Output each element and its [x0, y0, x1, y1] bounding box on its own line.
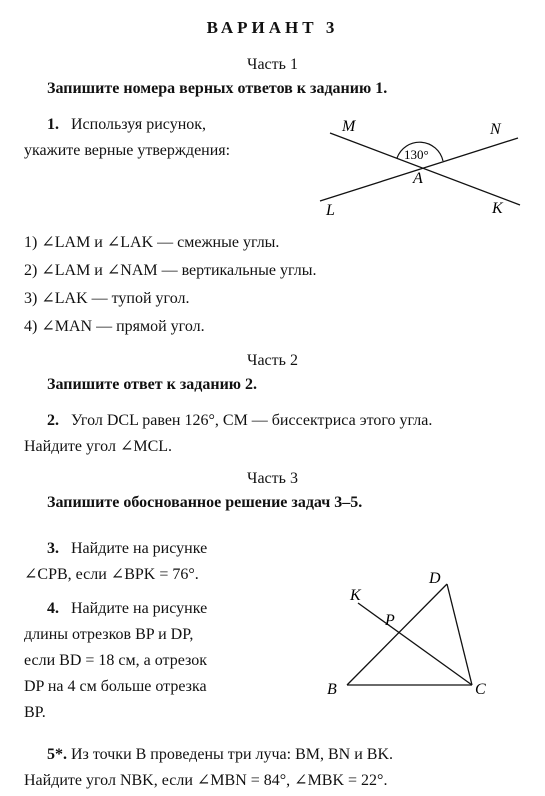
option-text: ∠LAM и ∠LAK — смежные углы.: [41, 234, 280, 251]
option-text: ∠LAK — тупой угол.: [41, 290, 190, 307]
task2-number: 2.: [47, 412, 59, 429]
task2-line2: Найдите угол ∠MCL.: [24, 438, 173, 455]
part2-heading: Часть 2: [247, 352, 298, 369]
task4-line5: BP.: [24, 704, 46, 721]
label-K: K: [492, 200, 503, 217]
label-D: D: [429, 570, 441, 587]
task5-text-1: Из точки B проведены три луча: BM, BN и BK.: [71, 746, 394, 763]
option-number: 1): [24, 234, 38, 251]
part3-heading: Часть 3: [247, 470, 298, 487]
task3-number: 3.: [47, 540, 59, 557]
task3-line2: ∠CPB, если ∠BPK = 76°.: [24, 566, 199, 583]
option-number: 4): [24, 318, 38, 335]
option-text: ∠LAM и ∠NAM — вертикальные углы.: [41, 262, 317, 279]
task5-number: 5*.: [47, 746, 67, 763]
label-M: M: [342, 118, 356, 135]
task4-line4: DP на 4 см больше отрезка: [24, 678, 207, 695]
label-A: A: [413, 170, 423, 187]
variant-title: ВАРИАНТ 3: [206, 18, 339, 37]
label-K: K: [350, 587, 361, 604]
part3-instruction: Запишите обоснованное решение задач 3–5.: [47, 494, 363, 511]
label-N: N: [490, 121, 501, 138]
label-B: B: [327, 681, 337, 698]
segment-BD: [347, 584, 447, 685]
part1-instruction: Запишите номера верных ответов к заданию 1.: [47, 80, 388, 97]
label-C: C: [475, 681, 486, 698]
task4-text-1: Найдите на рисунке: [71, 600, 208, 617]
task4-line2: длины отрезков BP и DP,: [24, 626, 194, 643]
task5-line2: Найдите угол NBK, если ∠MBN = 84°, ∠MBK = 22°.: [24, 772, 388, 789]
option-text: ∠MAN — прямой угол.: [41, 318, 205, 335]
task2-text-1: Угол DCL равен 126°, CM — биссектриса этого угла.: [71, 412, 433, 429]
task1-number: 1.: [47, 116, 59, 133]
task4-line3: если BD = 18 см, а отрезок: [24, 652, 207, 669]
angle-label: 130°: [404, 147, 429, 162]
label-P: P: [385, 612, 395, 629]
task1-line2: укажите верные утверждения:: [24, 142, 231, 159]
task5-line1: [47, 742, 393, 768]
task3-text-1: Найдите на рисунке: [71, 540, 208, 557]
part1-heading: Часть 1: [247, 56, 298, 73]
option-number: 2): [24, 262, 38, 279]
task4-number: 4.: [47, 600, 59, 617]
task1-text-1: Используя рисунок,: [71, 116, 207, 133]
part2-instruction: Запишите ответ к заданию 2.: [47, 376, 258, 393]
label-L: L: [326, 202, 335, 219]
option-number: 3): [24, 290, 38, 307]
